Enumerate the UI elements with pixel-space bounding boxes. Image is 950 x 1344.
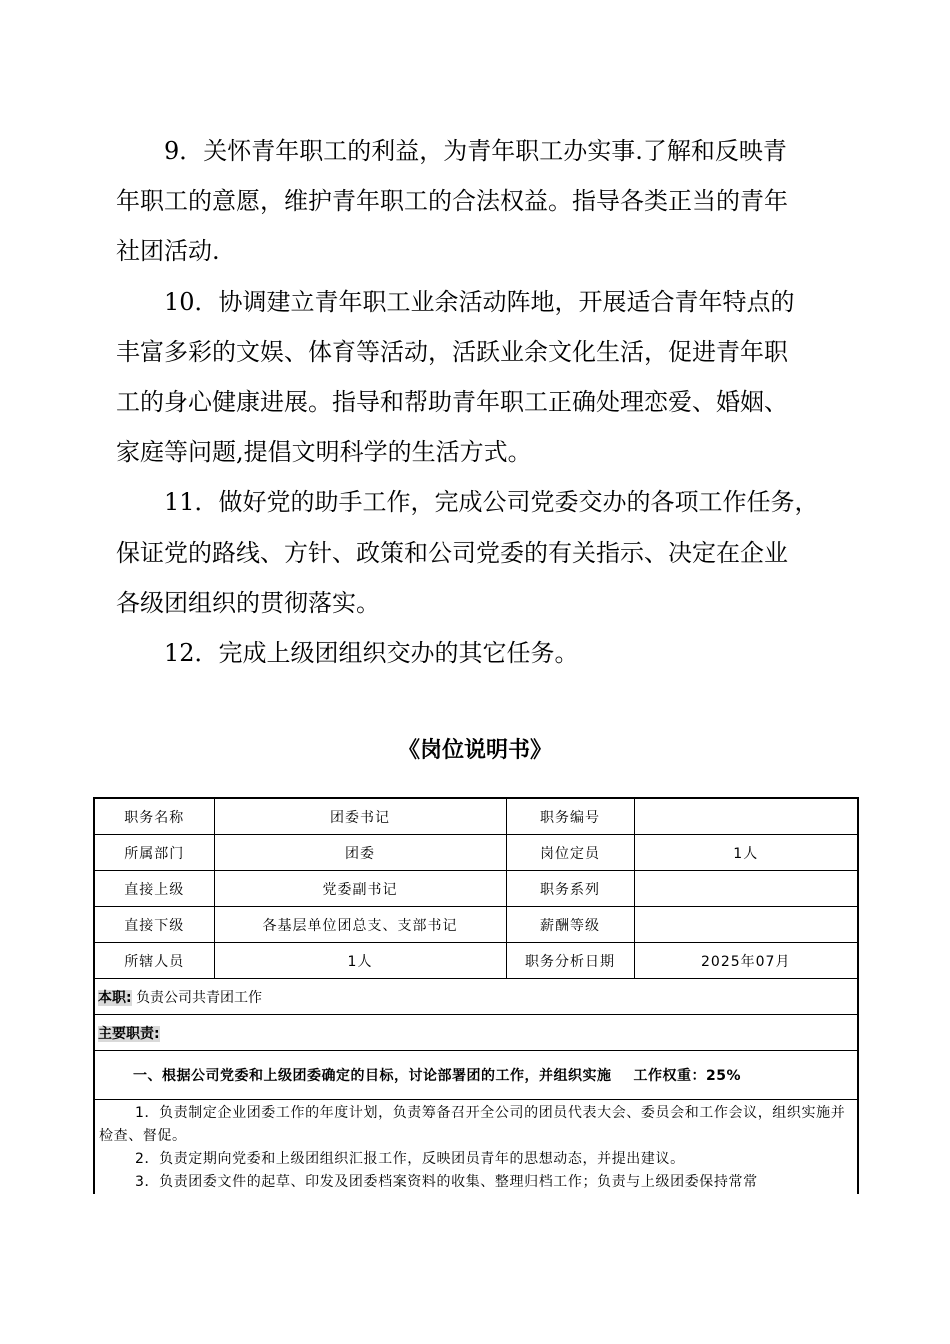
job-description-table: [93, 797, 859, 1194]
field-label: 职务分析日期: [506, 943, 634, 979]
table-row: [94, 907, 858, 943]
section-title: 一、根据公司党委和上级团委确定的目标，讨论部署团的工作，并组织实施: [133, 1068, 612, 1084]
work-weight: 工作权重：25%: [633, 1068, 742, 1084]
role-cell: [94, 979, 858, 1015]
field-value: [634, 798, 858, 835]
text-line: 保证党的路线、方针、政策和公司党委的有关指示、决定在企业: [116, 538, 788, 567]
field-value: 1人: [214, 943, 506, 979]
text-line: 10．协调建立青年职工业余活动阵地，开展适合青年特点的: [164, 287, 795, 316]
section-heading: [94, 1051, 858, 1100]
field-label: 职务系列: [506, 871, 634, 907]
duties-cell: [94, 1100, 858, 1195]
text-line: 12．完成上级团组织交办的其它任务。: [164, 638, 579, 667]
field-label: 直接下级: [94, 907, 214, 943]
field-label: 职务编号: [506, 798, 634, 835]
field-value: 团委书记: [214, 798, 506, 835]
section-row: [94, 1051, 858, 1100]
paragraph-11: [116, 477, 836, 628]
field-value: 党委副书记: [214, 871, 506, 907]
text-line: 9．关怀青年职工的利益，为青年职工办实事.了解和反映青: [164, 137, 787, 165]
field-label: 职务名称: [94, 798, 214, 835]
table-row: [94, 798, 858, 835]
field-label: 岗位定员: [506, 835, 634, 871]
duties-header-row: [94, 1015, 858, 1051]
duty-item: 2．负责定期向党委和上级团组织汇报工作，反映团员青年的思想动态，并提出建议。: [135, 1151, 685, 1167]
duties-label: 主要职责:: [98, 1025, 160, 1042]
field-value: 1人: [634, 835, 858, 871]
text-line: 各级团组织的贯彻落实。: [116, 588, 380, 617]
field-label: 所属部门: [94, 835, 214, 871]
text-line: 家庭等问题,提倡文明科学的生活方式。: [116, 438, 532, 467]
field-value: 团委: [214, 835, 506, 871]
text-line: 社团活动.: [116, 237, 220, 266]
field-value: [634, 907, 858, 943]
field-label: 薪酬等级: [506, 907, 634, 943]
field-label: 直接上级: [94, 871, 214, 907]
table-row: [94, 835, 858, 871]
duty-item: 3．负责团委文件的起草、印发及团委档案资料的收集、整理归档工作；负责与上级团委保持常常: [135, 1174, 758, 1190]
field-value: [634, 871, 858, 907]
body-text: [116, 126, 836, 678]
text-line: 年职工的意愿，维护青年职工的合法权益。指导各类正当的青年: [116, 187, 788, 216]
text-line: 丰富多彩的文娱、体育等活动，活跃业余文化生活，促进青年职: [116, 337, 788, 366]
field-label: 所辖人员: [94, 943, 214, 979]
paragraph-12: [116, 628, 836, 678]
paragraph-10: [116, 277, 836, 478]
table-row: [94, 871, 858, 907]
paragraph-9: [116, 126, 836, 277]
field-value: 2025年07月: [634, 943, 858, 979]
duties-row: [94, 1100, 858, 1195]
text-line: 11．做好党的助手工作，完成公司党委交办的各项工作任务，: [164, 488, 819, 517]
text-line: 工的身心健康进展。指导和帮助青年职工正确处理恋爱、婚姻、: [116, 387, 788, 416]
duty-item: 1．负责制定企业团委工作的年度计划，负责筹备召开全公司的团员代表大会、委员会和工作会议，组织实施并检查、督促。: [99, 1105, 846, 1144]
duties-header-cell: [94, 1015, 858, 1051]
field-value: 各基层单位团总支、支部书记: [214, 907, 506, 943]
role-row: [94, 979, 858, 1015]
table-row: [94, 943, 858, 979]
role-label: 本职:: [98, 989, 132, 1006]
role-value: 负责公司共青团工作: [136, 989, 263, 1006]
document-title: 《岗位说明书》: [397, 738, 552, 763]
